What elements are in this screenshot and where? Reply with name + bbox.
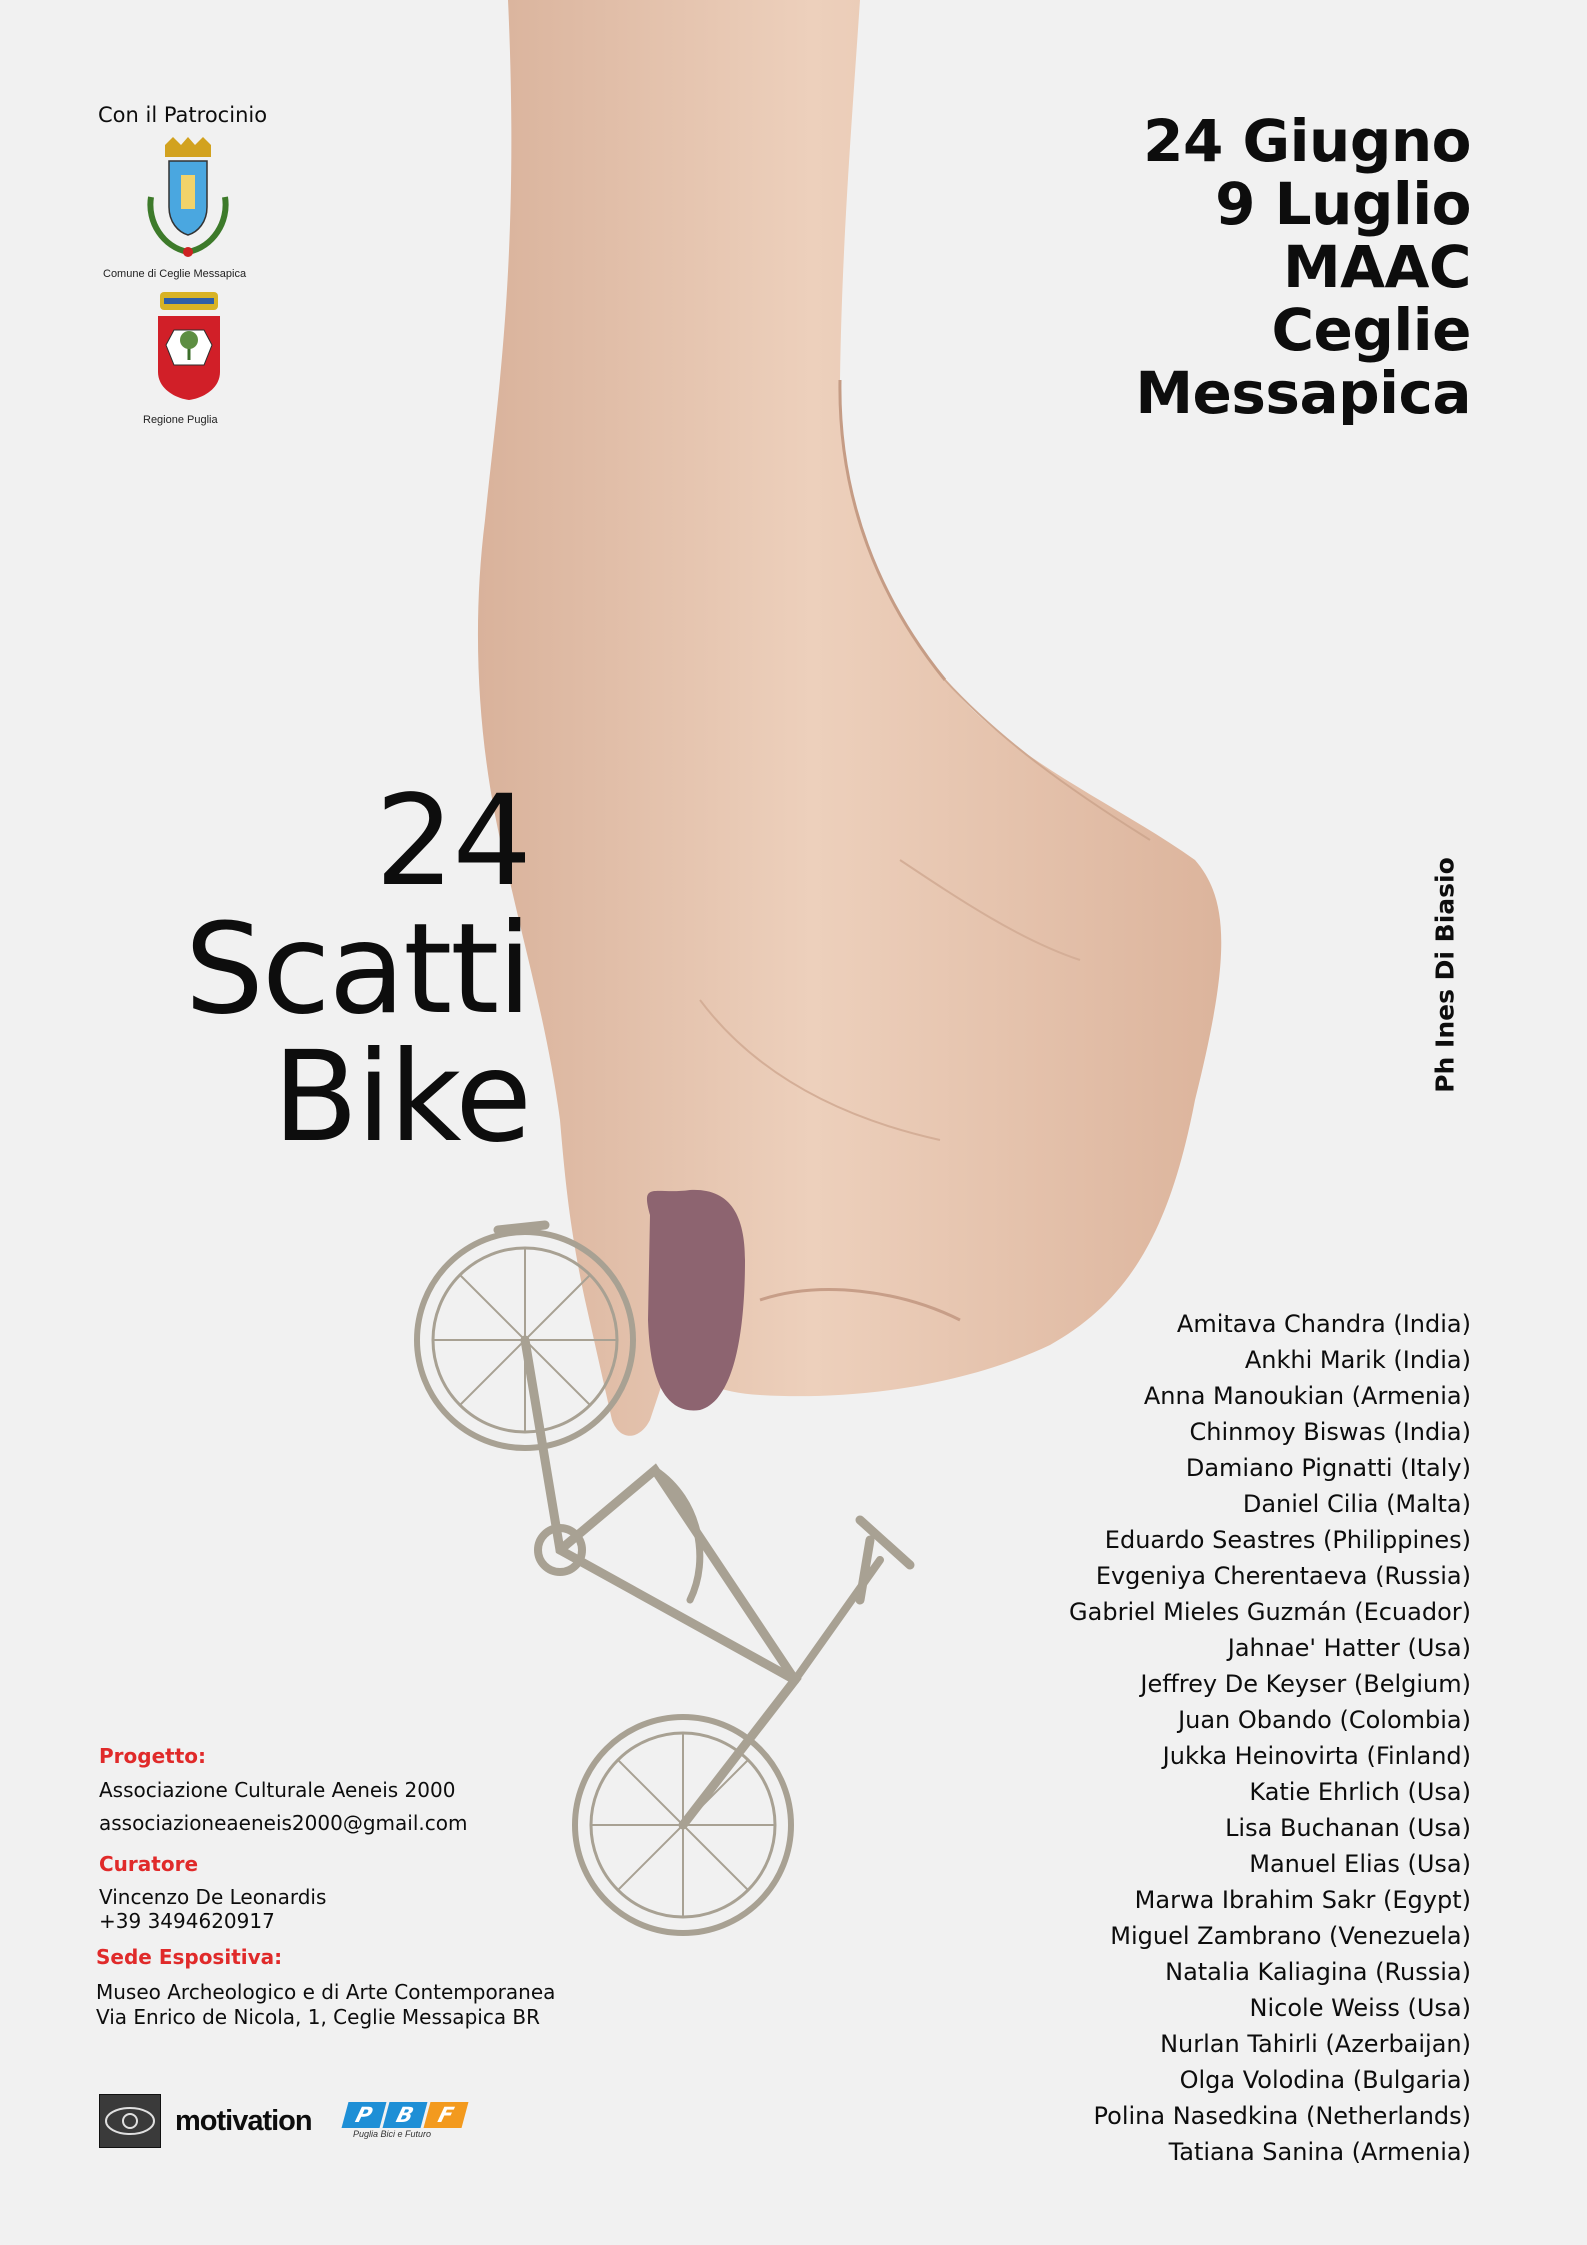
artist-list: [1069, 1306, 1471, 2170]
comune-caption: Comune di Ceglie Messapica: [103, 268, 247, 280]
artist-item: Amitava Chandra (India): [1176, 1310, 1471, 1338]
regione-caption: Regione Puglia: [143, 414, 218, 426]
project-label: Progetto:: [99, 1744, 207, 1768]
curator-label: Curatore: [99, 1852, 199, 1876]
artist-item: Chinmoy Biswas (India): [1189, 1418, 1471, 1446]
artist-item: Ankhi Marik (India): [1244, 1346, 1471, 1374]
patronage-title: Con il Patrocinio: [98, 103, 268, 127]
regione-crest-icon: [154, 290, 224, 402]
artist-item: Jahnae' Hatter (Usa): [1227, 1634, 1471, 1662]
motivation-logo: motivation: [175, 2105, 312, 2137]
artist-item: Jeffrey De Keyser (Belgium): [1140, 1670, 1471, 1698]
artist-item: Marwa Ibrahim Sakr (Egypt): [1134, 1886, 1471, 1914]
artist-item: Eduardo Seastres (Philippines): [1104, 1526, 1471, 1554]
artist-item: Gabriel Mieles Guzmán (Ecuador): [1069, 1598, 1471, 1626]
artist-item: Evgeniya Cherentaeva (Russia): [1095, 1562, 1471, 1590]
hand: [478, 0, 1221, 1436]
pbf-letter: P: [342, 2102, 387, 2128]
pbf-letter: B: [383, 2102, 428, 2128]
artist-item: Juan Obando (Colombia): [1178, 1706, 1471, 1734]
artist-item: Miguel Zambrano (Venezuela): [1110, 1922, 1471, 1950]
event-line: Messapica: [1135, 359, 1471, 427]
project-name: Associazione Culturale Aeneis 2000: [99, 1778, 456, 1802]
pbf-letter: F: [424, 2102, 469, 2128]
artist-item: Tatiana Sanina (Armenia): [1168, 2138, 1471, 2166]
title-line: Scatti: [184, 897, 530, 1042]
project-email: associazioneaeneis2000@gmail.com: [99, 1811, 468, 1835]
venue-address: Via Enrico de Nicola, 1, Ceglie Messapica BR: [96, 2005, 541, 2029]
curator-name: Vincenzo De Leonardis: [99, 1885, 327, 1909]
artist-item: Polina Nasedkina (Netherlands): [1093, 2102, 1471, 2130]
venue-name: Museo Archeologico e di Arte Contemporanea: [96, 1980, 556, 2004]
photo-credit: Ph Ines Di Biasio: [1430, 857, 1460, 1093]
exhibition-title: [184, 769, 530, 1170]
artist-item: Nicole Weiss (Usa): [1249, 1994, 1471, 2022]
artist-item: Nurlan Tahirli (Azerbaijan): [1160, 2030, 1471, 2058]
comune-crest-icon: [143, 137, 233, 262]
artist-item: Olga Volodina (Bulgaria): [1179, 2066, 1471, 2094]
eye-logo-icon: [99, 2094, 161, 2148]
pbf-logo: [345, 2102, 468, 2139]
artist-item: Lisa Buchanan (Usa): [1225, 1814, 1471, 1842]
event-line: 9 Luglio: [1215, 170, 1471, 238]
title-line: Bike: [272, 1025, 530, 1170]
event-date-venue: [1135, 107, 1471, 427]
artist-item: Anna Manoukian (Armenia): [1143, 1382, 1471, 1410]
title-line: 24: [374, 769, 530, 914]
pbf-tagline: Puglia Bici e Futuro: [353, 2129, 432, 2139]
artist-item: Jukka Heinovirta (Finland): [1162, 1742, 1471, 1770]
artist-item: Natalia Kaliagina (Russia): [1165, 1958, 1471, 1986]
artist-item: Damiano Pignatti (Italy): [1185, 1454, 1471, 1482]
artist-item: Daniel Cilia (Malta): [1242, 1490, 1471, 1518]
artist-item: Manuel Elias (Usa): [1249, 1850, 1471, 1878]
venue-label: Sede Espositiva:: [96, 1945, 283, 1969]
curator-phone: +39 3494620917: [99, 1909, 275, 1933]
event-line: 24 Giugno: [1143, 107, 1471, 175]
event-line: MAAC: [1282, 233, 1471, 301]
event-line: Ceglie: [1271, 296, 1471, 364]
artist-item: Katie Ehrlich (Usa): [1249, 1778, 1471, 1806]
